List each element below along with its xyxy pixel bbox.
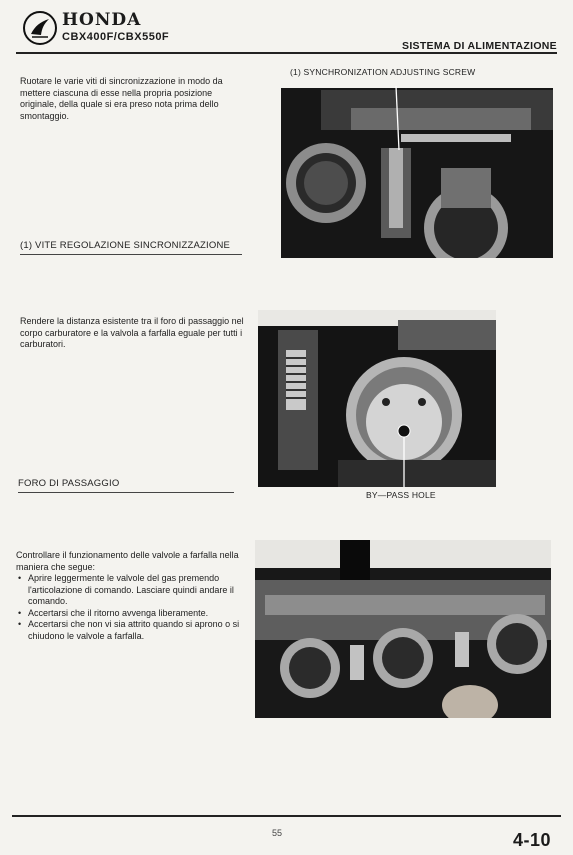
footer-divider — [12, 815, 561, 817]
bypass-photo-label: BY—PASS HOLE — [366, 490, 436, 500]
throttle-check-steps — [18, 573, 246, 642]
carburetor-bank-photo — [255, 540, 551, 718]
bypass-instruction: Rendere la distanza esistente tra il foro di passaggio nel corpo carburatore e la valvola a farfalla eguale per tutti i carburatori. — [20, 316, 244, 349]
list-item: • Aprire leggermente le valvole del gas premendo l'articolazione di comando. Lasciare quindi andare il comando. — [18, 573, 246, 608]
brand-name: HONDA — [62, 10, 142, 30]
caption-divider — [20, 254, 242, 255]
sync-screw-photo-label: (1) SYNCHRONIZATION ADJUSTING SCREW — [290, 67, 476, 77]
sync-screw-photo — [281, 78, 553, 258]
throttle-check-intro: Controllare il funzionamento delle valvole a farfalla nella maniera che segue: — [16, 550, 239, 572]
bypass-hole-photo — [258, 310, 496, 487]
list-item: • Accertarsi che non vi sia attrito quando si aprono o si chiudono le valvole a farfalla. — [18, 619, 246, 642]
sync-screw-instruction: Ruotare le varie viti di sincronizzazione in modo da mettere ciascuna di esse nella propria posizione originale, della quale si era preso nota prima dello smontaggio. — [20, 76, 223, 121]
model-name: CBX400F/CBX550F — [62, 31, 170, 43]
bypass-caption: FORO DI PASSAGGIO — [18, 478, 120, 489]
list-item: • Accertarsi che il ritorno avvenga liberamente. — [18, 608, 246, 620]
section-title: SISTEMA DI ALIMENTAZIONE — [402, 40, 557, 52]
section-page-folio: 4-10 — [512, 830, 551, 850]
sync-screw-caption: (1) VITE REGOLAZIONE SINCRONIZZAZIONE — [20, 240, 231, 251]
page-number: 55 — [272, 828, 283, 838]
honda-wing-logo-icon — [22, 10, 58, 46]
header-divider — [16, 52, 557, 54]
caption-divider-2 — [18, 492, 234, 493]
